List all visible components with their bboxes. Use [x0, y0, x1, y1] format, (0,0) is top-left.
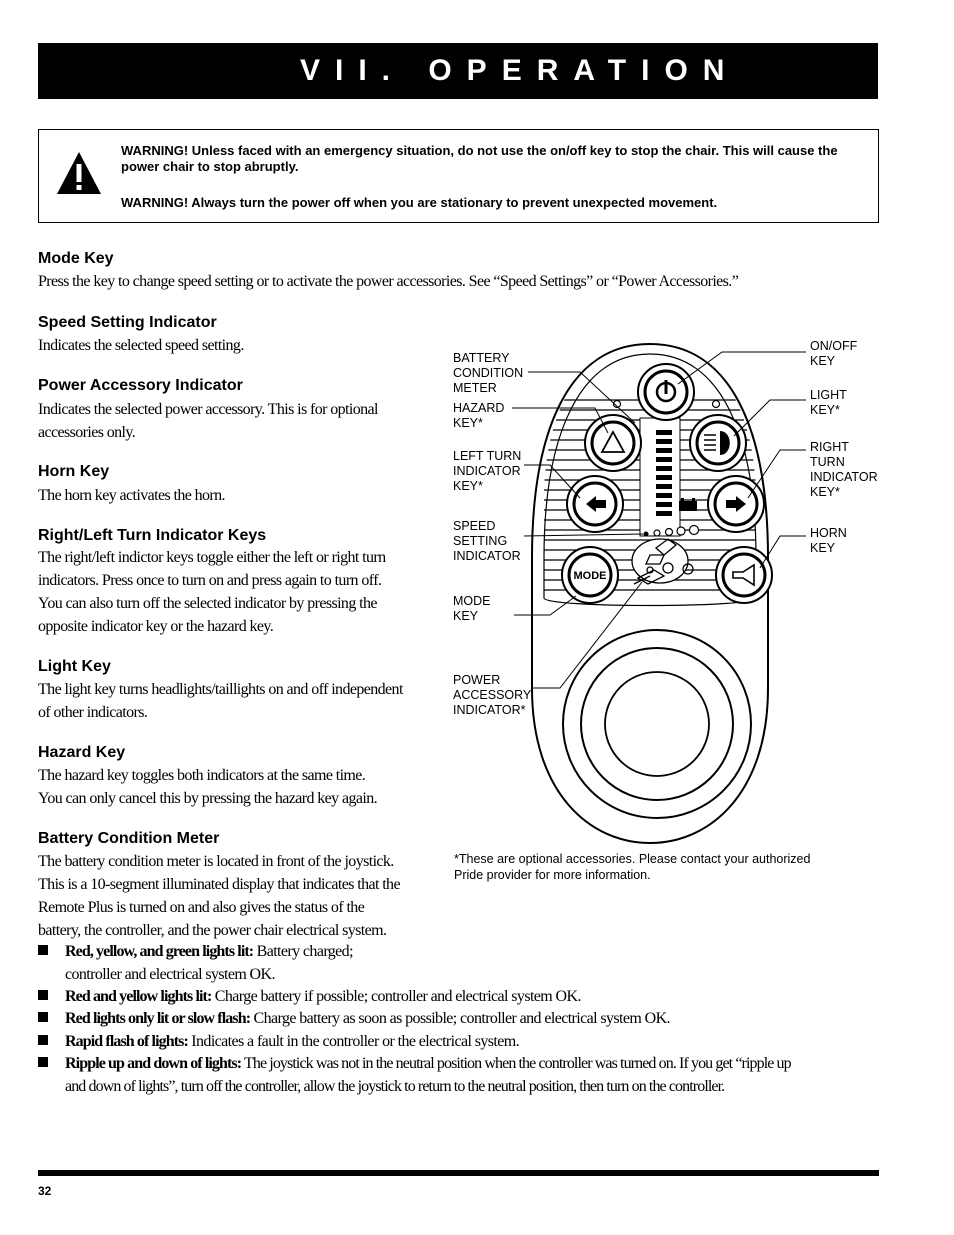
turn-indicator-text: The right/left indictor keys toggle either the left or right turn indicators. Press once to turn on and press again to turn off. You can also turn off the selected indicator by pressing the opposite indicator key or the hazard key. — [38, 549, 386, 635]
list-item: Red lights only lit or slow flash: Charge battery as soon as possible; controller and electrical system OK. — [38, 1007, 878, 1030]
list-item: Red and yellow lights lit: Charge battery if possible; controller and electrical system OK. — [38, 985, 878, 1008]
diagram-footnote: *These are optional accessories. Please contact your authorized Pride provider for more information. — [454, 852, 811, 882]
joystick[interactable] — [563, 630, 751, 818]
bullet-square-icon — [38, 1035, 48, 1045]
label-left-turn-indicator-key: LEFT TURN INDICATOR KEY* — [453, 449, 522, 493]
heading-light-key: Light Key — [38, 658, 111, 675]
heading-mode-key: Mode Key — [38, 250, 114, 267]
exclamation-triangle-icon — [55, 150, 103, 196]
label-horn-key: HORN KEY — [810, 526, 847, 555]
section-title-bar — [38, 43, 878, 99]
page-number: 32 — [38, 1184, 52, 1198]
hazard-key-text: The hazard key toggles both indicators at the same time. You can only cancel this by pressing the hazard key again. — [38, 767, 378, 807]
bullet-square-icon — [38, 990, 48, 1000]
label-power-accessory-indicator: POWER ACCESSORY INDICATOR* — [453, 673, 532, 717]
list-item: Ripple up and down of lights: The joystick was not in the neutral position when the controller was turned on. If you get “ripple up and down of lights”, turn off the controller, allow the joystick to return to the neutral position, then turn on the controller. — [38, 1052, 883, 1098]
list-item: Red, yellow, and green lights lit: Battery charged; controller and electrical system OK. — [38, 940, 428, 986]
section-title: VII. OPERATION — [300, 54, 740, 87]
mode-key-label: MODE — [573, 570, 607, 582]
label-light-key: LIGHT KEY* — [810, 388, 847, 417]
right-turn-key[interactable] — [708, 476, 764, 532]
label-on-off-key: ON/OFF KEY — [810, 339, 858, 368]
warning-text: WARNING! Unless faced with an emergency situation, do not use the on/off key to stop the chair. This will cause the power chair to stop abruptly. — [121, 143, 838, 174]
label-hazard-key: HAZARD KEY* — [453, 401, 505, 430]
label-speed-setting-indicator: SPEED SETTING INDICATOR — [453, 519, 521, 563]
bullet-square-icon — [38, 1012, 48, 1022]
power-accessory-text: Indicates the selected power accessory. This is for optional accessories only. — [38, 401, 378, 441]
light-key[interactable] — [690, 415, 746, 471]
list-item: Rapid flash of lights: Indicates a fault in the controller or the electrical system. — [38, 1030, 878, 1053]
bullet-square-icon — [38, 1057, 48, 1067]
heading-power-accessory: Power Accessory Indicator — [38, 377, 243, 394]
mode-key-text: Press the key to change speed setting or to activate the power accessories. See “Speed Settings” or “Power Accessories.” — [38, 273, 739, 290]
footer-rule — [38, 1170, 879, 1176]
light-key-text: The light key turns headlights/taillights on and off independent of other indicators. — [38, 681, 403, 721]
label-battery-condition-meter: BATTERY CONDITION METER — [453, 351, 524, 395]
heading-battery-meter: Battery Condition Meter — [38, 830, 220, 847]
hazard-key[interactable] — [585, 415, 641, 471]
heading-horn-key: Horn Key — [38, 463, 110, 480]
horn-key-text: The horn key activates the horn. — [38, 487, 225, 504]
label-right-turn-indicator-key: RIGHT TURN INDICATOR KEY* — [810, 440, 878, 499]
speed-setting-text: Indicates the selected speed setting. — [38, 337, 244, 354]
mode-key[interactable] — [562, 547, 618, 603]
warning-text: WARNING! Always turn the power off when you are stationary to prevent unexpected movement. — [121, 195, 718, 210]
label-mode-key: MODE KEY — [453, 594, 491, 623]
warning-box — [38, 129, 879, 223]
heading-turn-indicator-keys: Right/Left Turn Indicator Keys — [38, 527, 267, 544]
heading-speed-setting: Speed Setting Indicator — [38, 314, 217, 331]
controller-diagram — [450, 338, 890, 848]
horn-key[interactable] — [716, 547, 772, 603]
heading-hazard-key: Hazard Key — [38, 744, 126, 761]
bullet-square-icon — [38, 945, 48, 955]
on-off-key[interactable] — [638, 364, 694, 420]
left-turn-key[interactable] — [567, 476, 623, 532]
battery-meter-text: The battery condition meter is located in front of the joystick. This is a 10-segment illuminated display that indicates that the Remote Plus is turned on and also gives the status of the battery, the controller, and the power chair electrical system. — [38, 853, 400, 939]
